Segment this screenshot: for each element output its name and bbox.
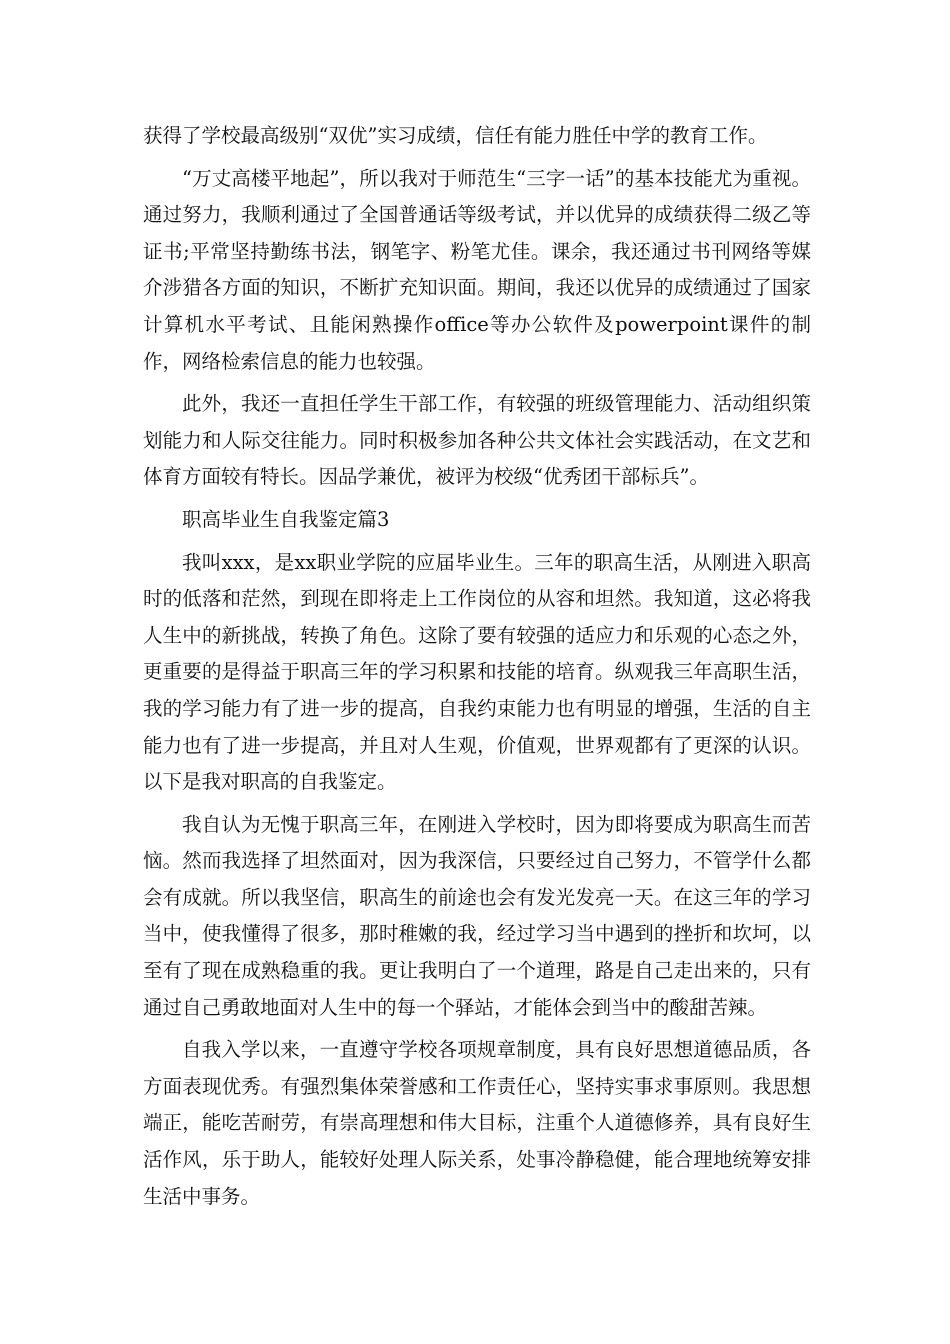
paragraph-conduct: 自我入学以来，一直遵守学校各项规章制度，具有良好思想道德品质，各方面表现优秀。有强烈集体荣誉感和工作责任心，坚持实事求事原则。我思想端正，能吃苦耐劳，有崇高理想和伟大目标，注重个人道德修养，具有良好生活作风，乐于助人，能较好处理人际关系，处事冷静稳健，能合理地统筹安排生活中事务。: [143, 1038, 811, 1208]
paragraph-basic-skills: “万丈高楼平地起”，所以我对于师范生“三字一话”的基本技能尤为重视。通过努力，我顺利通过了全国普通话等级考试，并以优异的成绩获得二级乙等证书;平常坚持勤练书法，钢笔字、粉笔尤佳。课余，我还通过书刊网络等媒介涉猎各方面的知识，不断扩充知识面。期间，我还以优异的成绩通过了国家计算机水平考试、且能闲熟操作office等办公软件及powerpoint课件的制作，网络检索信息的能力也较强。: [143, 166, 811, 373]
paragraph-self-recognition: 我自认为无愧于职高三年，在刚进入学校时，因为即将要成为职高生而苦恼。然而我选择了坦然面对，因为我深信，只要经过自己努力，不管学什么都会有成就。所以我坚信，职高生的前途也会有发光发亮一天。在这三年的学习当中，使我懂得了很多，那时稚嫩的我，经过学习当中遇到的挫折和坎坷，以至有了现在成熟稳重的我。更让我明白了一个道理，路是自己走出来的，只有通过自己勇敢地面对人生中的每一个驿站，才能体会到当中的酸甜苦辣。: [143, 812, 811, 1019]
paragraph-introduction: 我叫xxx，是xx职业学院的应届毕业生。三年的职高生活，从刚进入职高时的低落和茫然，到现在即将走上工作岗位的从容和坦然。我知道，这必将我人生中的新挑战，转换了角色。这除了要有较强的适应力和乐观的心态之外，更重要的是得益于职高三年的学习积累和技能的培育。纵观我三年高职生活，我的学习能力有了进一步的提高，自我约束能力也有明显的增强，生活的自主能力也有了进一步提高，并且对人生观，价值观，世界观都有了更深的认识。以下是我对职高的自我鉴定。: [143, 550, 811, 794]
paragraph-continuation: 获得了学校最高级别“双优”实习成绩，信任有能力胜任中学的教育工作。: [143, 124, 768, 147]
section-heading: 职高毕业生自我鉴定篇3: [182, 507, 390, 531]
document-body: [143, 118, 811, 1221]
paragraph-student-cadre: 此外，我还一直担任学生干部工作，有较强的班级管理能力、活动组织策划能力和人际交往能力。同时积极参加各种公共文体社会实践活动，在文艺和体育方面较有特长。因品学兼优，被评为校级“优秀团干部标兵”。: [143, 392, 811, 489]
